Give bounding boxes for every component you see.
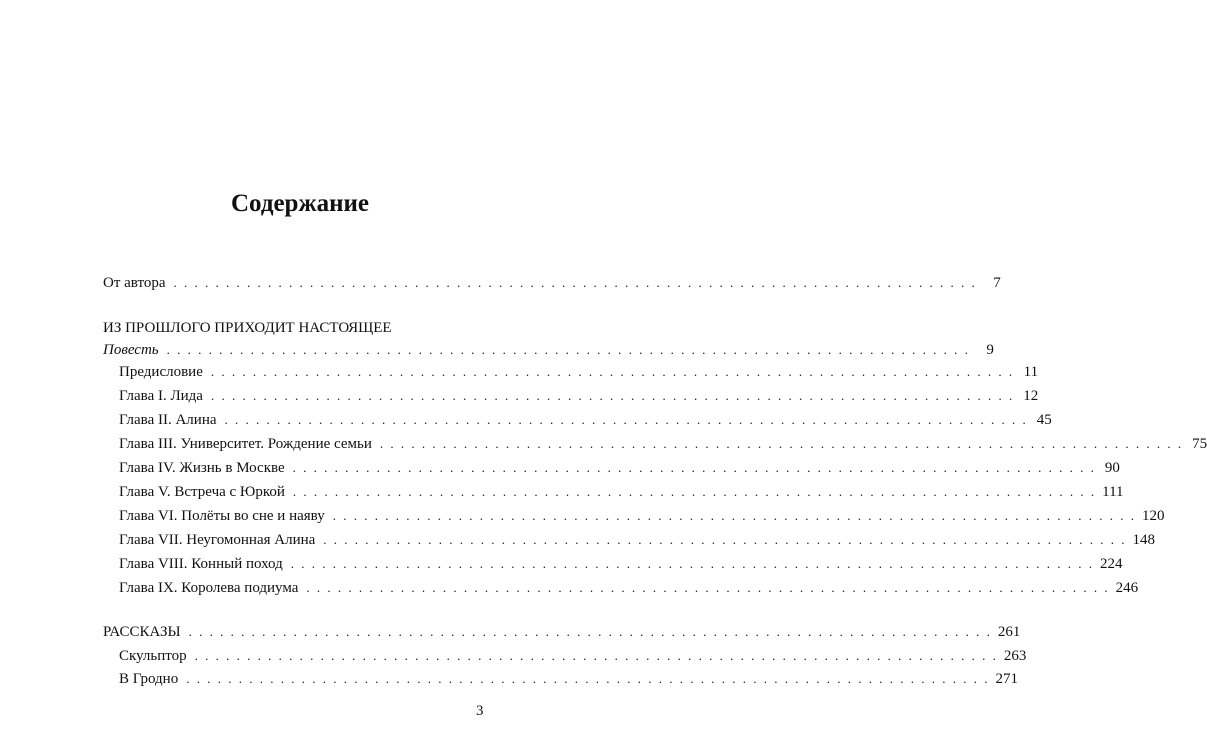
toc-entry-label: Глава II. Алина xyxy=(119,412,217,428)
toc-entry-chapter-9[interactable] xyxy=(119,577,1139,599)
toc-entry-chapter-4[interactable] xyxy=(119,457,1120,479)
toc-entry-page: 7 xyxy=(993,275,1001,291)
toc-entry-page: 90 xyxy=(1104,460,1120,476)
toc-entry-label: В Гродно xyxy=(119,671,179,687)
dot-leader: . . . . . . . . . . . . . . . . . . . . . . . . . . . . . . . . . . . . . . . . . . . . . . . . . . . . . . . . . . . . . . . . . . . . . . . . . . . . . xyxy=(194,648,998,663)
toc-entry-label: Глава VIII. Конный поход xyxy=(119,556,283,572)
toc-entry-label: Глава IV. Жизнь в Москве xyxy=(119,460,285,476)
dot-leader: . . . . . . . . . . . . . . . . . . . . . . . . . . . . . . . . . . . . . . . . . . . . . . . . . . . . . . . . . . . . . . . . . . . . . . . . . . . . . xyxy=(332,508,1136,523)
dot-leader: . . . . . . . . . . . . . . . . . . . . . . . . . . . . . . . . . . . . . . . . . . . . . . . . . . . . . . . . . . . . . . . . . . . . . . . . . . . . . xyxy=(292,460,1096,475)
toc-entry-label: Глава VII. Неугомонная Алина xyxy=(119,532,316,548)
toc-entry-page: 271 xyxy=(995,671,1018,687)
dot-leader: . . . . . . . . . . . . . . . . . . . . . . . . . . . . . . . . . . . . . . . . . . . . . . . . . . . . . . . . . . . . . . . . . . . . . . . . . . . . . xyxy=(188,624,992,639)
dot-leader: . . . . . . . . . . . . . . . . . . . . . . . . . . . . . . . . . . . . . . . . . . . . . . . . . . . . . . . . . . . . . . . . . . . . . . . . . . . . . xyxy=(186,671,990,686)
toc-entry-page: 148 xyxy=(1132,532,1156,548)
toc-entry-chapter-5[interactable] xyxy=(119,481,1124,503)
page-title: Содержание xyxy=(230,190,369,217)
toc-entry-page: 9 xyxy=(986,342,994,358)
toc-entry-preface[interactable] xyxy=(119,361,1039,383)
dot-leader: . . . . . . . . . . . . . . . . . . . . . . . . . . . . . . . . . . . . . . . . . . . . . . . . . . . . . . . . . . . . . . . . . . . . . . . . . . . . . xyxy=(173,275,977,290)
dot-leader: . . . . . . . . . . . . . . . . . . . . . . . . . . . . . . . . . . . . . . . . . . . . . . . . . . . . . . . . . . . . . . . . . . . . . . . . . . . . . xyxy=(166,342,970,357)
toc-entry-chapter-7[interactable] xyxy=(119,529,1156,551)
dot-leader: . . . . . . . . . . . . . . . . . . . . . . . . . . . . . . . . . . . . . . . . . . . . . . . . . . . . . . . . . . . . . . . . . . . . . . . . . . . . . xyxy=(224,412,1028,427)
toc-entry-page: 224 xyxy=(1100,556,1123,572)
toc-entry-novel[interactable] xyxy=(103,339,994,361)
toc-entry-grodno[interactable] xyxy=(119,668,1018,690)
toc-entry-stories[interactable] xyxy=(103,621,1021,643)
part-heading: ИЗ ПРОШЛОГО ПРИХОДИТ НАСТОЯЩЕЕ xyxy=(103,320,392,336)
toc-entry-from-author[interactable] xyxy=(103,272,1001,294)
toc-entry-chapter-2[interactable] xyxy=(119,409,1052,431)
toc-entry-sculptor[interactable] xyxy=(119,645,1027,667)
toc-entry-label: РАССКАЗЫ xyxy=(103,624,181,640)
toc-entry-label: Глава VI. Полёты во сне и наяву xyxy=(119,508,325,524)
toc-entry-label: Глава I. Лида xyxy=(119,388,203,404)
dot-leader: . . . . . . . . . . . . . . . . . . . . . . . . . . . . . . . . . . . . . . . . . . . . . . . . . . . . . . . . . . . . . . . . . . . . . . . . . . . . . xyxy=(323,532,1127,547)
toc-entry-label: От автора xyxy=(103,275,166,291)
dot-leader: . . . . . . . . . . . . . . . . . . . . . . . . . . . . . . . . . . . . . . . . . . . . . . . . . . . . . . . . . . . . . . . . . . . . . . . . . . . . . xyxy=(210,364,1015,379)
dot-leader: . . . . . . . . . . . . . . . . . . . . . . . . . . . . . . . . . . . . . . . . . . . . . . . . . . . . . . . . . . . . . . . . . . . . . . . . . . . . . xyxy=(379,436,1184,451)
toc-entry-page: 75 xyxy=(1192,436,1207,452)
toc-entry-label: Повесть xyxy=(103,342,159,358)
dot-leader: . . . . . . . . . . . . . . . . . . . . . . . . . . . . . . . . . . . . . . . . . . . . . . . . . . . . . . . . . . . . . . . . . . . . . . . . . . . . . xyxy=(292,484,1097,499)
toc-entry-page: 11 xyxy=(1023,364,1039,380)
toc-entry-page: 120 xyxy=(1141,508,1165,524)
dot-leader: . . . . . . . . . . . . . . . . . . . . . . . . . . . . . . . . . . . . . . . . . . . . . . . . . . . . . . . . . . . . . . . . . . . . . . . . . . . . . xyxy=(210,388,1015,403)
toc-entry-page: 12 xyxy=(1023,388,1039,404)
page-number: 3 xyxy=(476,703,484,719)
dot-leader: . . . . . . . . . . . . . . . . . . . . . . . . . . . . . . . . . . . . . . . . . . . . . . . . . . . . . . . . . . . . . . . . . . . . . . . . . . . . . xyxy=(290,556,1094,571)
toc-entry-page: 111 xyxy=(1102,484,1124,500)
toc-entry-page: 261 xyxy=(997,624,1021,640)
toc-entry-page: 45 xyxy=(1036,412,1052,428)
toc-entry-chapter-3[interactable] xyxy=(119,433,1207,455)
toc-entry-label: Глава IX. Королева подиума xyxy=(119,580,299,596)
toc-entry-chapter-1[interactable] xyxy=(119,385,1039,407)
toc-entry-page: 246 xyxy=(1115,580,1139,596)
toc-entry-label: Скульптор xyxy=(119,648,187,664)
toc-entry-label: Глава V. Встреча с Юркой xyxy=(119,484,285,500)
toc-entry-page: 263 xyxy=(1003,648,1027,664)
toc-entry-chapter-6[interactable] xyxy=(119,505,1165,527)
toc-entry-label: Глава III. Университет. Рождение семьи xyxy=(119,436,372,452)
toc-entry-label: Предисловие xyxy=(119,364,203,380)
toc-entry-chapter-8[interactable] xyxy=(119,553,1123,575)
dot-leader: . . . . . . . . . . . . . . . . . . . . . . . . . . . . . . . . . . . . . . . . . . . . . . . . . . . . . . . . . . . . . . . . . . . . . . . . . . . . . xyxy=(306,580,1110,595)
